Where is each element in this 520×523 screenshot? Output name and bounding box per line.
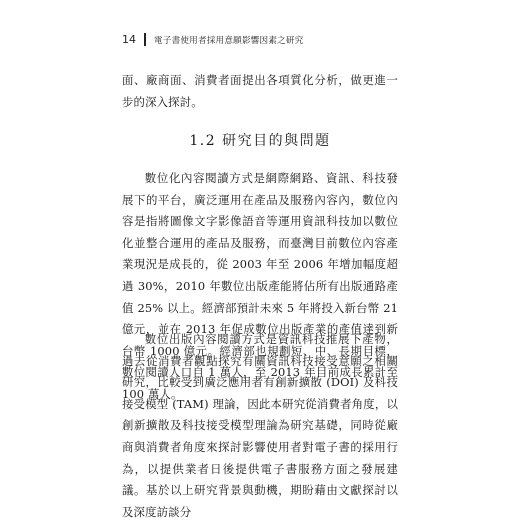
- section-heading: 1.2 研究目的與問題: [189, 133, 331, 149]
- paragraph-2: [122, 329, 398, 523]
- page-number: 14: [122, 33, 136, 46]
- paragraph-1-text: 數位化內容閱讀方式是網際網路、資訊、科技發展下的平台，廣泛運用在產品及服務內容內，數位內容是指將圖像文字影像語音等運用資訊科技加以數位化並整合運用的產品及服務，而臺灣目前數位內容產業現況是成長的，從 2003 年至 2006 年增加幅度超過 30%，2010 年數位出版產能將佔所有出版通路產值 25% 以上。經濟部預計未來 5 年將投入新台幣 21 億元，並在 2013 年促成數位出版產業的產值達到新台幣 1000 億元。經濟部也規劃短、中、長期目標，數位閱讀人口自 1 萬人，至 2013 年目前成長累計至 100 萬人。: [122, 171, 398, 401]
- continuation-paragraph: 面、廠商面、消費者面提出各項質化分析，做更進一步的深入探討。: [122, 73, 398, 109]
- header-divider: [144, 33, 146, 46]
- paragraph-2-text: 數位出版內容閱讀方式是資訊科技推展下產物，過去從消費者觀點探究有關資訊科技接受意願之相關研究，比較受到廣泛應用者有創新擴散 (DOI) 及科技接受模型 (TAM) 理論，因此本研究從消費者角度，以創新擴散及科技接受模型理論為研究基礎，同時從廠商與消費者角度來探討影響使用者對電子書的採用行為，以提供業者日後提供電子書服務方面之發展建議。基於以上研究背景與動機，期盼藉由文獻探討以及深度訪談分: [122, 332, 398, 519]
- running-title: 電子書使用者採用意願影響因素之研究: [154, 35, 304, 46]
- running-header: [122, 33, 304, 46]
